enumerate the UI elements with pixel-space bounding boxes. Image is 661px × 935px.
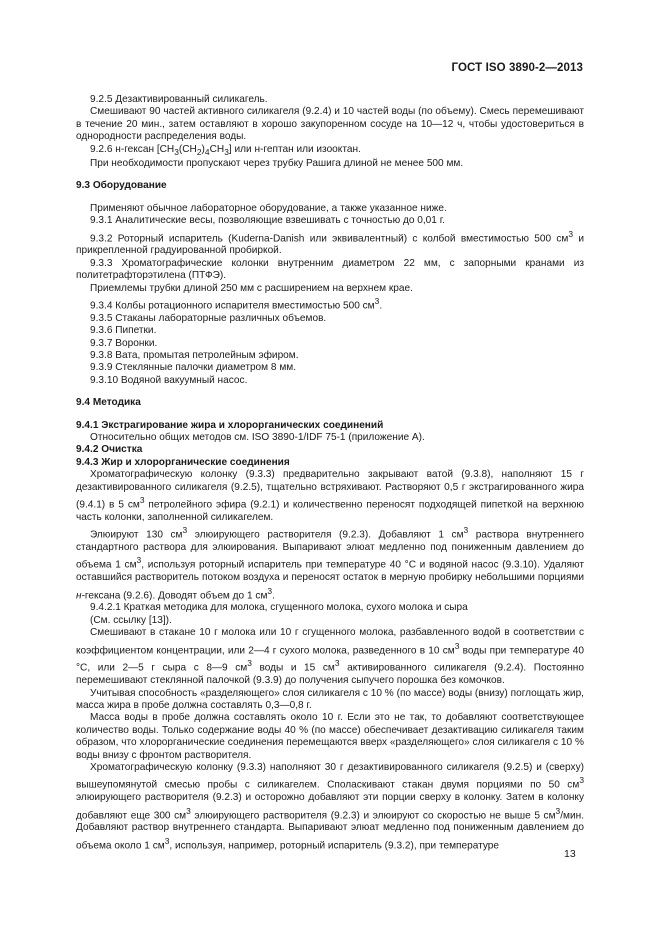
text-fragment: , используя, например, роторный испаритель (9.3.2), при температуре (169, 840, 500, 852)
section-9-4-1-body: Относительно общих методов см. ISO 3890-1/IDF 75-1 (приложение А). (90, 432, 425, 444)
superscript: 3 (186, 805, 191, 816)
text-fragment: /мин. Добавляют раствор внутреннего стандарта. Выпаривают элюат медленно под пониженным давлением до объема около 1 см (76, 809, 584, 852)
text-fragment: -гексана (9.2.6). Доводят объем до 1 см (81, 589, 268, 601)
paragraph-9-2-6-note: При необходимости пропускают через трубку Рашига длиной не менее 500 мм. (90, 158, 464, 170)
subscript: 3 (174, 146, 179, 157)
paragraph-9-4-2-1-title: 9.4.2.1 Краткая методика для молока, сгущенного молока, сухого молока и сыра (90, 602, 468, 614)
superscript: 3 (374, 296, 380, 307)
text-fragment: элюирующего растворителя (9.2.3) и осторожно добавляют эти порции сверху в колонку. Затем в колонку добавляют еще 300 см (76, 792, 584, 821)
superscript: 3 (334, 658, 340, 669)
page-number: 13 (564, 848, 576, 860)
text-fragment: ] или н-гептан или изооктан. (228, 143, 361, 155)
text-fragment: Хроматографическую колонку (9.3.3) наполняют 30 г дезактивированного силикагеля (9.2.5) и (сверху) вышеупомянутой смесью пробы с силикагелем. Споласкивают стакан двумя порциями по 50 см (76, 761, 584, 791)
paragraph-9-4-2-1-reference: (См. ссылку [13]). (90, 614, 172, 626)
text-fragment: Элюируют 130 см (90, 529, 183, 541)
superscript: 3 (164, 835, 170, 846)
paragraph-9-3-7: 9.3.7 Воронки. (90, 337, 158, 349)
paragraph-9-2-5-body: Смешивают 90 частей активного силикагеля (9.2.4) и 10 частей воды (по объему). Смесь перемешивают в течение 20 мин., затем оставляют в хорошо закупоренном сосуде на 10—12 ч, чтобы удостовериться в однородности распределения воды. (76, 106, 584, 143)
text-fragment: ) (201, 143, 205, 155)
text-fragment: 9.2.6 н-гексан [CH (90, 143, 175, 155)
text-fragment: элюирующего растворителя (9.2.3). Добавляют 1 см (187, 529, 464, 541)
text-fragment: Смешивают в стакане 10 г молока или 10 г сгущенного молока, разбавленного водой в соответствии с коэффициентом концентрации, или 2—4 г сухого молока, разведенного в 10 см (76, 627, 584, 656)
text-fragment: петролейного эфира (9.2.1) и количественно переносят подходящей пипеткой на верхнюю часть колонки, заполненной силикагелем. (76, 499, 584, 523)
superscript: 3 (579, 775, 584, 786)
superscript: 3 (463, 525, 469, 536)
document-body (76, 94, 584, 853)
section-9-4-3-paragraph-2 (76, 524, 584, 602)
text-fragment: активированного силикагеля (9.2.4). Постоянно перемешивают стеклянной палочкой (9.3.9) до получения сыпучего порошка без комочков. (76, 662, 584, 687)
text-fragment: Хроматографическую колонку (9.3.3) предварительно закрывают ватой (9.3.8), наполняют 15 г дезактивированного силикагеля (9.2.5), тщательно встряхивают. Растворяют 0,5 г экстрагированного жира (9.4.1) в 5 см (76, 469, 584, 511)
text-fragment: . (272, 589, 275, 601)
section-9-4-3-heading: 9.4.3 Жир и хлорорганические соединения (76, 456, 290, 468)
text-fragment: , используя роторный испаритель при температуре 40 °С и водяной насос (9.3.10). Удаляют оставшийся растворитель потоком воздуха и переносят остаток в мерную пробирку небольшими порциями (76, 559, 584, 584)
superscript: 3 (555, 805, 561, 816)
paragraph-9-2-6 (76, 144, 584, 158)
paragraph-9-3-10: 9.3.10 Водяной вакуумный насос. (90, 374, 248, 386)
section-9-4-3-paragraph-1 (76, 469, 584, 524)
text-fragment: элюирующего растворителя (9.2.3) и элюируют со скоростью не выше 5 см (190, 809, 556, 821)
paragraph-9-3-1: 9.3.1 Аналитические весы, позволяющие взвешивать с точностью до 0,01 г. (90, 215, 445, 227)
paragraph-9-3-2 (76, 228, 584, 258)
document-code-header: ГОСТ ISO 3890-2—2013 (451, 62, 583, 74)
paragraph-9-3-9: 9.3.9 Стеклянные палочки диаметром 8 мм. (90, 362, 297, 374)
italic-fragment: н (76, 589, 82, 601)
superscript: 3 (139, 495, 145, 506)
text-fragment: воды при температуре 40 °С, или 2—5 г сыра с 8—9 см (76, 644, 584, 674)
text-fragment: 9.3.4 Колбы ротационного испарителя вместимостью 500 см (90, 300, 375, 312)
subscript: 4 (204, 146, 210, 157)
section-9-3-heading: 9.3 Оборудование (76, 180, 167, 192)
superscript: 3 (182, 525, 188, 536)
text-fragment: и прикрепленной градуированной пробиркой. (76, 233, 584, 257)
section-9-4-2-heading: 9.4.2 Очистка (76, 444, 143, 456)
superscript: 3 (247, 658, 252, 669)
text-fragment: CH (209, 143, 225, 155)
section-9-4-heading: 9.4 Методика (76, 397, 141, 409)
paragraph-9-4-2-1-body (76, 627, 584, 687)
text-fragment: воды и 15 см (251, 662, 335, 674)
paragraph-9-3-5: 9.3.5 Стаканы лабораторные различных объемов. (90, 312, 327, 324)
paragraph-9-3-3-note: Приемлемы трубки длиной 250 мм с расширением на верхнем крае. (90, 282, 413, 294)
section-9-4-1-heading: 9.4.1 Экстрагирование жира и хлорорганических соединений (76, 419, 384, 431)
text-fragment: . (379, 300, 383, 312)
paragraph-9-3-8: 9.3.8 Вата, промытая петролейным эфиром. (90, 350, 299, 362)
paragraph-9-3-3: 9.3.3 Хроматографические колонки внутренним диаметром 22 мм, с запорными кранами из политетрафторэтилена (ПТФЭ). (76, 257, 584, 282)
superscript: 3 (454, 640, 460, 651)
superscript: 3 (267, 585, 273, 596)
paragraph-9-3-6: 9.3.6 Пипетки. (90, 325, 157, 337)
text-fragment: (CH (178, 143, 197, 155)
paragraph-9-2-5-title: 9.2.5 Дезактивированный силикагель. (90, 94, 268, 105)
superscript: 3 (136, 555, 142, 566)
superscript: 3 (568, 228, 574, 239)
paragraph-separating-layer: Учитывая способность «разделяющего» слоя силикагеля с 10 % (по массе) воды (внизу) поглощать жир, масса жира в пробе должна составлять 0,3—0,8 г. (76, 687, 584, 711)
paragraph-9-3-4 (76, 295, 584, 313)
paragraph-water-content: Масса воды в пробе должна составлять около 10 г. Если это не так, то добавляют соответствующее количество воды. Только содержание воды 40 % (по массе) обеспечивает дезактивацию силикагеля таким образом, что хлорорганические соединения перемещаются вверх «разделяющего» слоя силикагеля с 10 % воды внизу с фронтом растворителя. (76, 712, 584, 761)
text-fragment: 9.3.2 Роторный испаритель (Kuderna-Danish или эквивалентный) с колбой вместимостью 500 см (90, 233, 569, 245)
paragraph-column-elution (76, 762, 584, 853)
text-fragment: раствора внутреннего стандартного раствора для элюирования. Выпаривают элюат медленно под пониженным давлением до объема 1 см (76, 529, 585, 571)
section-9-3-intro: Применяют обычное лабораторное оборудование, а также указанное ниже. (90, 202, 447, 214)
subscript: 2 (196, 146, 202, 157)
subscript: 3 (224, 146, 229, 157)
